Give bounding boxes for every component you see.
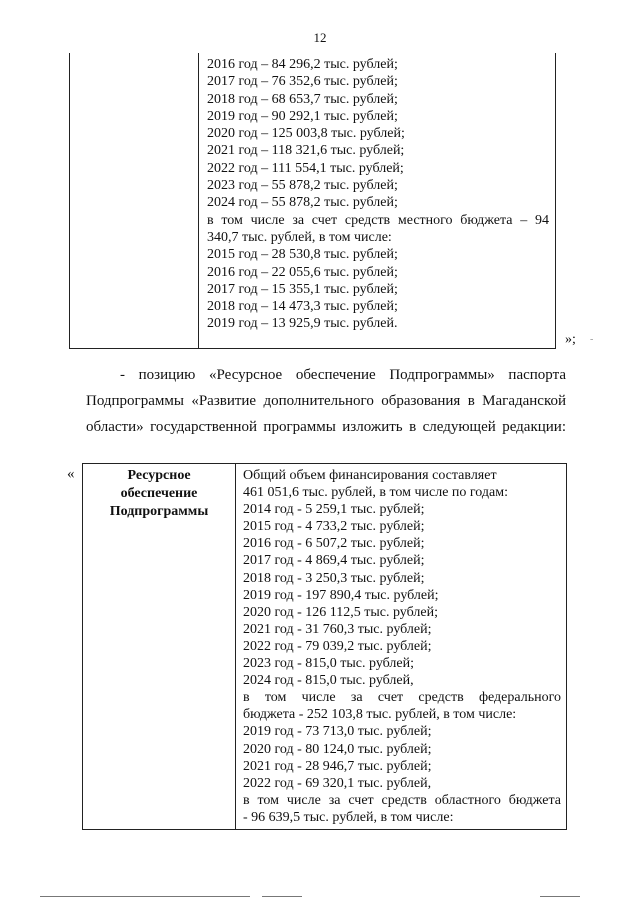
column-divider bbox=[198, 53, 199, 348]
paragraph-line: Подпрограммы «Развитие дополнительного образования в Магаданской bbox=[86, 393, 566, 409]
funding-year-line: 2018 год – 68 653,7 тыс. рублей; bbox=[207, 91, 398, 107]
funding-cell bbox=[207, 56, 549, 333]
funding-year-line: 2024 год – 55 878,2 тыс. рублей; bbox=[207, 195, 398, 211]
year-line: 2019 год - 197 890,4 тыс. рублей; bbox=[243, 587, 439, 603]
regional-total: - 96 639,5 тыс. рублей, в том числе: bbox=[243, 809, 454, 825]
local-year-line: 2016 год – 22 055,6 тыс. рублей; bbox=[207, 264, 398, 280]
funding-year-line: 2022 год – 111 554,1 тыс. рублей; bbox=[207, 160, 404, 176]
resource-header bbox=[83, 467, 235, 521]
regional-intro: в том числе за счет средств областного бюджета bbox=[243, 792, 561, 808]
margin-mark: - bbox=[590, 334, 594, 345]
instruction-paragraph bbox=[86, 362, 566, 440]
footer-rule bbox=[262, 896, 302, 897]
page-number: 12 bbox=[313, 30, 327, 45]
year-line: 2018 год - 3 250,3 тыс. рублей; bbox=[243, 570, 425, 586]
year-line: 2015 год - 4 733,2 тыс. рублей; bbox=[243, 519, 425, 535]
paragraph-line: - позицию «Ресурсное обеспечение Подпрограммы» паспорта bbox=[120, 367, 566, 383]
funding-year-line: 2016 год – 84 296,2 тыс. рублей; bbox=[207, 57, 398, 72]
footer-rule bbox=[540, 896, 580, 897]
header-line: Ресурсное bbox=[127, 468, 191, 483]
year-line: 2020 год - 126 112,5 тыс. рублей; bbox=[243, 604, 438, 620]
header-line: Подпрограммы bbox=[109, 504, 209, 519]
header-line: обеспечение bbox=[120, 486, 198, 501]
year-line: 2014 год - 5 259,1 тыс. рублей; bbox=[243, 502, 425, 518]
year-line: 2017 год - 4 869,4 тыс. рублей; bbox=[243, 553, 425, 569]
federal-year-line: 2019 год - 73 713,0 тыс. рублей; bbox=[243, 724, 432, 740]
federal-year-line: 2021 год - 28 946,7 тыс. рублей; bbox=[243, 758, 432, 774]
paragraph-line: области» государственной программы изложить в следующей редакции: bbox=[86, 419, 566, 435]
resource-cell bbox=[243, 467, 561, 826]
federal-intro: в том числе за счет средств федерального bbox=[243, 690, 561, 706]
year-line: 2023 год - 815,0 тыс. рублей; bbox=[243, 656, 415, 672]
federal-total: бюджета - 252 103,8 тыс. рублей, в том числе: bbox=[243, 707, 517, 723]
funding-table-continued bbox=[69, 53, 556, 349]
local-year-line: 2018 год – 14 473,3 тыс. рублей; bbox=[207, 299, 398, 315]
funding-year-line: 2021 год – 118 321,6 тыс. рублей; bbox=[207, 143, 405, 159]
federal-year-line: 2022 год - 69 320,1 тыс. рублей, bbox=[243, 775, 432, 791]
local-year-line: 2017 год – 15 355,1 тыс. рублей; bbox=[207, 281, 398, 297]
local-year-line: 2015 год – 28 530,8 тыс. рублей; bbox=[207, 247, 398, 263]
total-intro: Общий объем финансирования составляет bbox=[243, 468, 497, 483]
year-line: 2022 год - 79 039,2 тыс. рублей; bbox=[243, 638, 432, 654]
footer-rule bbox=[40, 896, 250, 897]
local-budget-total: 340,7 тыс. рублей, в том числе: bbox=[207, 229, 392, 245]
resource-table bbox=[82, 463, 567, 830]
total-amount: 461 051,6 тыс. рублей, в том числе по годам: bbox=[243, 485, 508, 501]
year-line: 2021 год - 31 760,3 тыс. рублей; bbox=[243, 621, 432, 637]
funding-year-line: 2019 год – 90 292,1 тыс. рублей; bbox=[207, 108, 398, 124]
year-line: 2016 год - 6 507,2 тыс. рублей; bbox=[243, 536, 425, 552]
federal-year-line: 2020 год - 80 124,0 тыс. рублей; bbox=[243, 741, 432, 757]
funding-year-line: 2020 год – 125 003,8 тыс. рублей; bbox=[207, 126, 405, 142]
funding-year-line: 2023 год – 55 878,2 тыс. рублей; bbox=[207, 178, 398, 194]
closing-quote: »; bbox=[565, 332, 576, 347]
column-divider bbox=[235, 464, 236, 829]
local-budget-intro: в том числе за счет средств местного бюджета – 94 bbox=[207, 212, 549, 228]
year-line: 2024 год - 815,0 тыс. рублей, bbox=[243, 673, 414, 689]
local-year-line: 2019 год – 13 925,9 тыс. рублей. bbox=[207, 316, 398, 332]
opening-quote: « bbox=[67, 466, 75, 482]
funding-year-line: 2017 год – 76 352,6 тыс. рублей; bbox=[207, 74, 398, 90]
